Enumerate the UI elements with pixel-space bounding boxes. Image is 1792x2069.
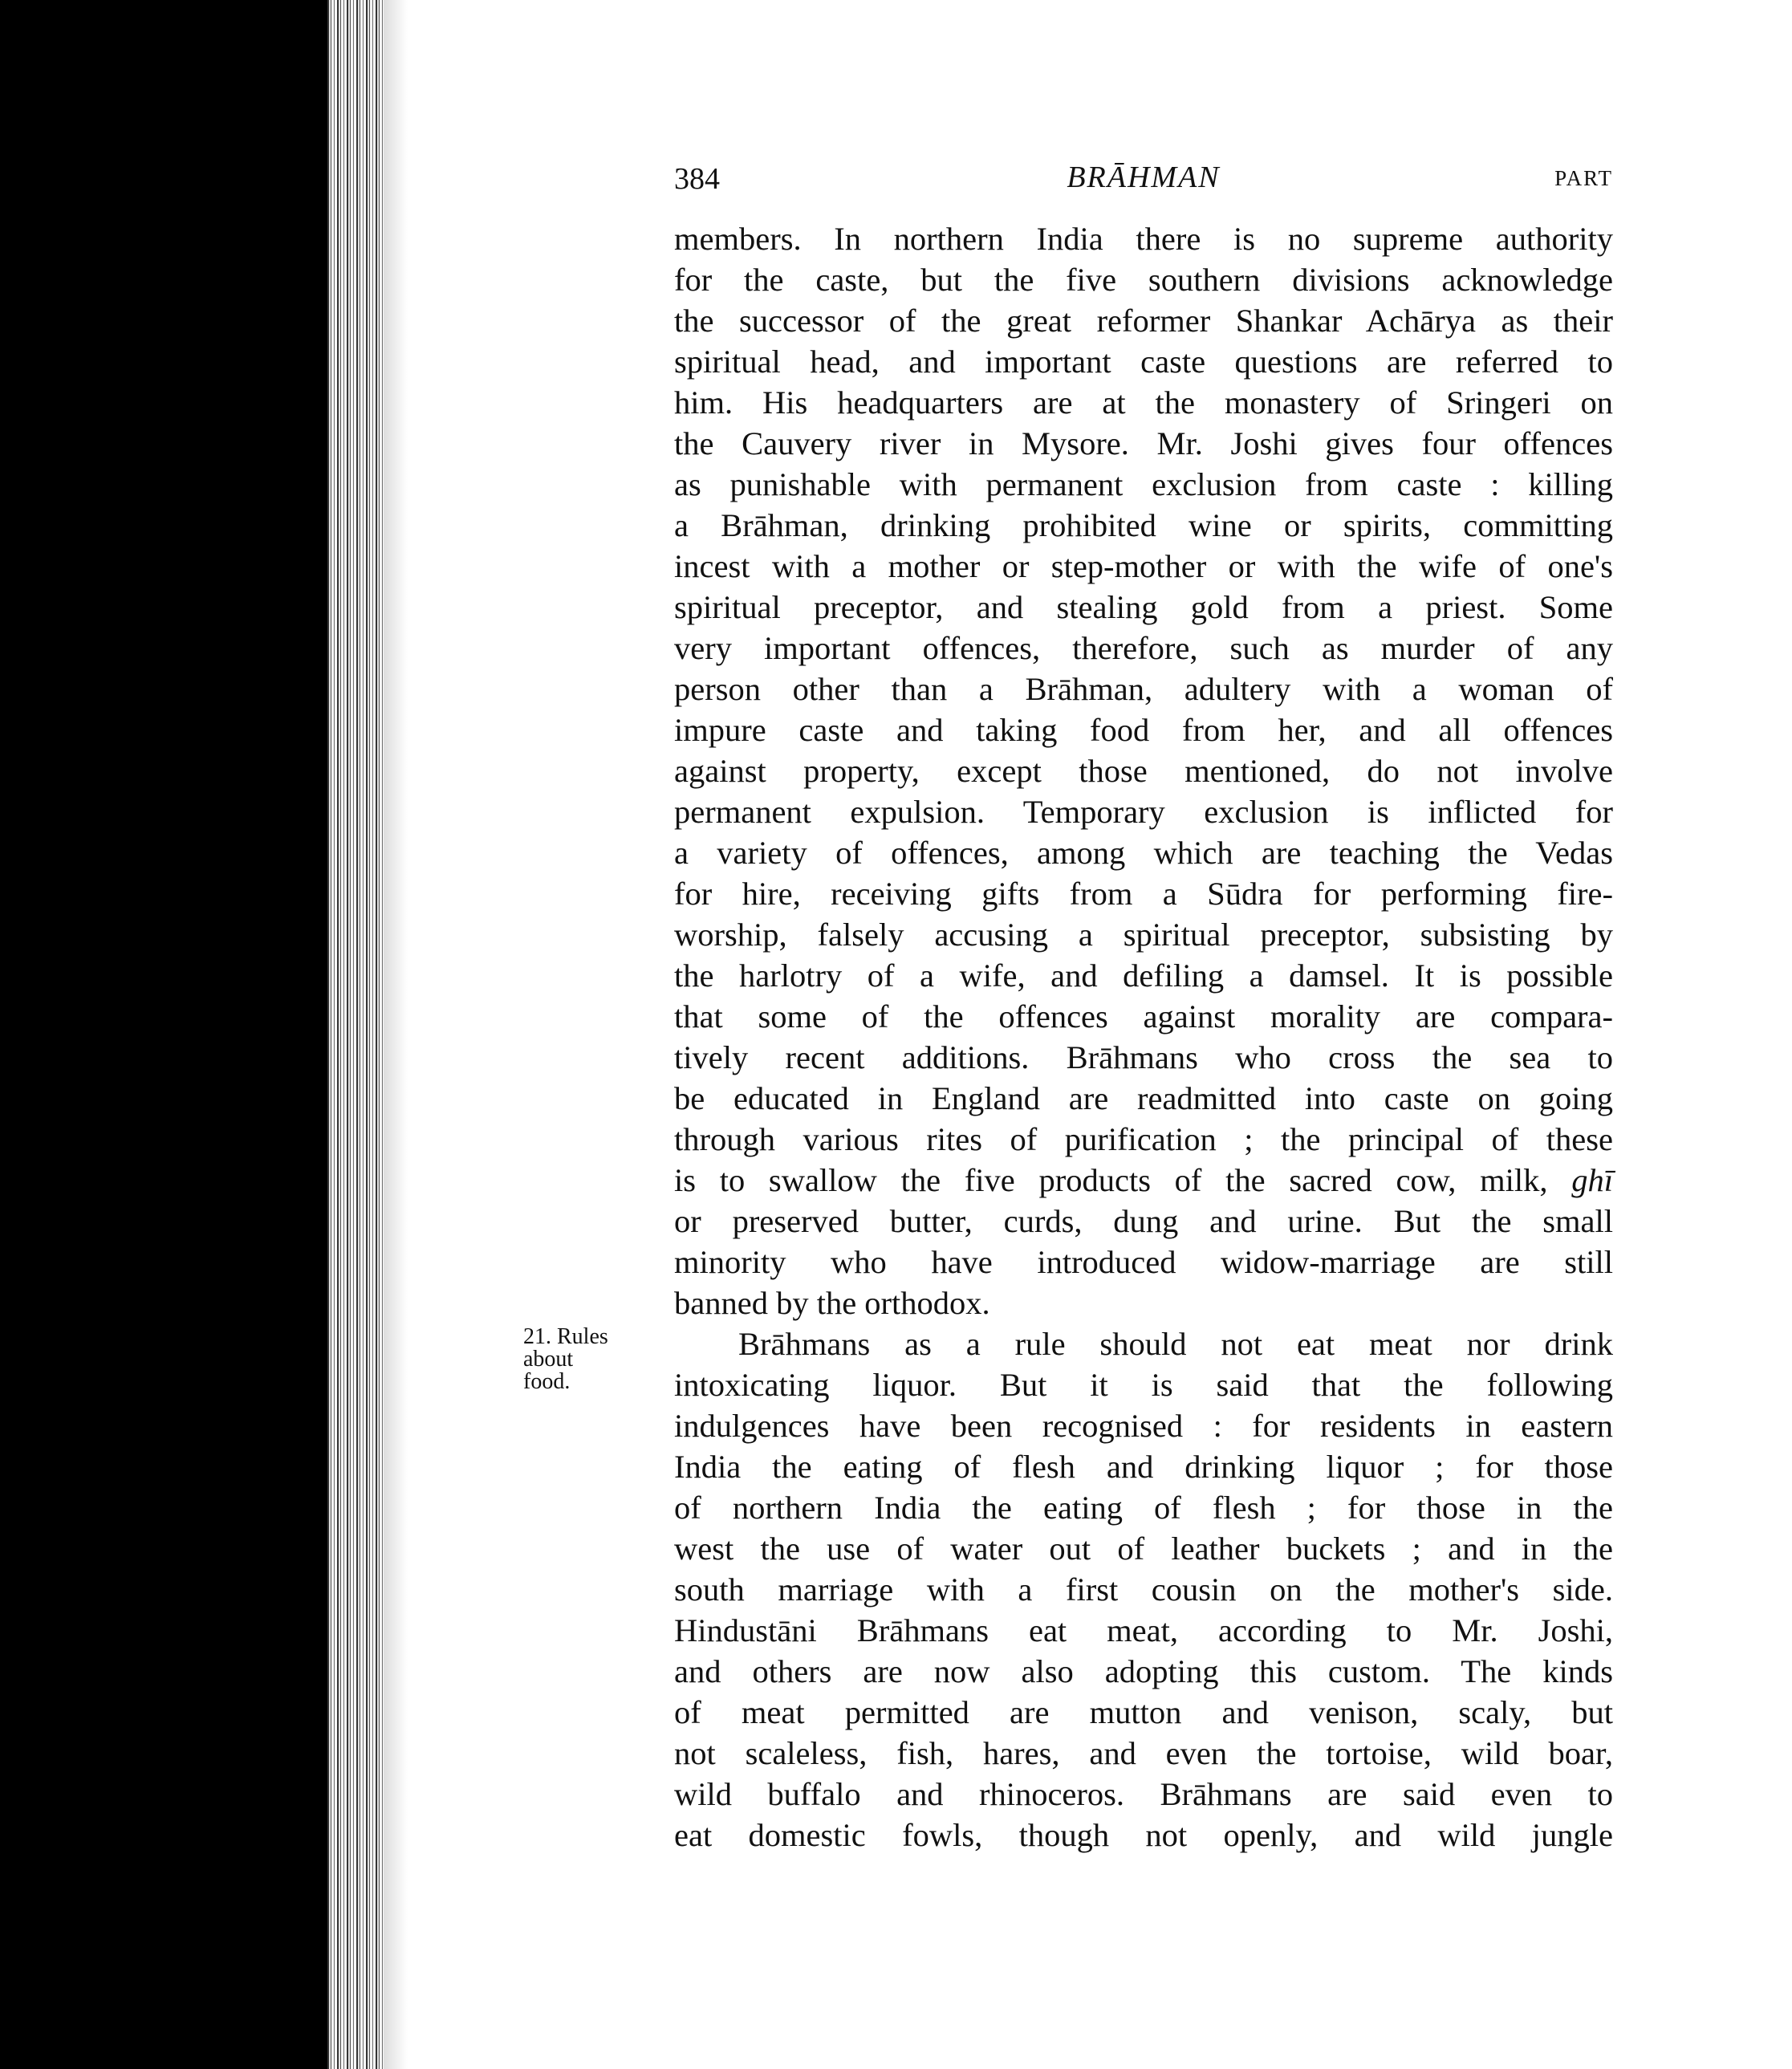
- margin-note-line: about: [523, 1347, 574, 1372]
- text-line: against property, except those mentioned, do not involve: [674, 753, 1613, 789]
- text-line: him. His headquarters are at the monastery of Sringeri on: [674, 384, 1613, 421]
- text-line: minority who have introduced widow-marriage are still: [674, 1244, 1613, 1280]
- paragraph-1: [674, 218, 1613, 1323]
- text-line: and others are now also adopting this custom. The kinds: [674, 1653, 1613, 1689]
- text-line: banned by the orthodox.: [674, 1285, 990, 1321]
- page-number: 384: [674, 162, 720, 196]
- text-line: the Cauvery river in Mysore. Mr. Joshi gives four offences: [674, 425, 1613, 461]
- text-line: wild buffalo and rhinoceros. Brāhmans are said even to: [674, 1776, 1613, 1812]
- text-line: spiritual preceptor, and stealing gold from a priest. Some: [674, 589, 1613, 625]
- part-label: PART: [1554, 166, 1613, 190]
- text-line: very important offences, therefore, such as murder of any: [674, 630, 1613, 666]
- running-title: BRĀHMAN: [1067, 161, 1221, 194]
- text-line: that some of the offences against morality are compara-: [674, 998, 1613, 1034]
- book-page-edges: [327, 0, 384, 2069]
- running-header: [674, 156, 1613, 205]
- book-gutter-shadow: [0, 0, 327, 2069]
- margin-note: [523, 1326, 652, 1393]
- text-line: a variety of offences, among which are teaching the Vedas: [674, 835, 1613, 871]
- text-line: worship, falsely accusing a spiritual preceptor, subsisting by: [674, 917, 1613, 953]
- text-line: for hire, receiving gifts from a Sūdra for performing fire-: [674, 876, 1613, 912]
- text-line: permanent expulsion. Temporary exclusion is inflicted for: [674, 794, 1613, 830]
- text-line: of meat permitted are mutton and venison, scaly, but: [674, 1694, 1613, 1730]
- text-line-with-italic: [674, 1160, 1613, 1201]
- text-line: the harlotry of a wife, and defiling a damsel. It is possible: [674, 957, 1613, 994]
- text-line: through various rites of purification ; the principal of these: [674, 1121, 1613, 1157]
- text-line: indulgences have been recognised : for residents in eastern: [674, 1408, 1613, 1444]
- text-line: be educated in England are readmitted into caste on going: [674, 1080, 1613, 1116]
- text-line: impure caste and taking food from her, and all offences: [674, 712, 1613, 748]
- text-line: India the eating of flesh and drinking liquor ; for those: [674, 1449, 1613, 1485]
- text-line: person other than a Brāhman, adultery with a woman of: [674, 671, 1613, 707]
- text-line: or preserved butter, curds, dung and urine. But the small: [674, 1203, 1613, 1239]
- text-line: of northern India the eating of flesh ; for those in the: [674, 1490, 1613, 1526]
- margin-note-line: food.: [523, 1369, 571, 1394]
- text-line: eat domestic fowls, though not openly, and wild jungle: [674, 1817, 1613, 1853]
- text-line: Hindustāni Brāhmans eat meat, according to Mr. Joshi,: [674, 1612, 1613, 1648]
- text-segment: is to swallow the five products of the sacred cow, milk,: [674, 1162, 1548, 1198]
- text-line: a Brāhman, drinking prohibited wine or spirits, committing: [674, 507, 1613, 543]
- text-line: incest with a mother or step-mother or with the wife of one's: [674, 548, 1613, 584]
- gutter-fade: [384, 0, 408, 2069]
- text-line: not scaleless, fish, hares, and even the tortoise, wild boar,: [674, 1735, 1613, 1771]
- text-line: for the caste, but the five southern divisions acknowledge: [674, 262, 1613, 298]
- text-line: the successor of the great reformer Shankar Achārya as their: [674, 303, 1613, 339]
- italic-word: ghī: [1571, 1162, 1613, 1198]
- margin-note-line: 21. Rules: [523, 1324, 608, 1349]
- text-line: spiritual head, and important caste questions are referred to: [674, 343, 1613, 380]
- text-line: south marriage with a first cousin on the mother's side.: [674, 1571, 1613, 1608]
- text-line: west the use of water out of leather buckets ; and in the: [674, 1530, 1613, 1567]
- body-text: [674, 218, 1613, 1856]
- text-line: Brāhmans as a rule should not eat meat nor drink: [738, 1326, 1613, 1362]
- text-line: as punishable with permanent exclusion from caste : killing: [674, 466, 1613, 502]
- text-line: members. In northern India there is no supreme authority: [674, 221, 1613, 257]
- paragraph-2: [674, 1323, 1613, 1856]
- text-line: tively recent additions. Brāhmans who cross the sea to: [674, 1039, 1613, 1075]
- text-line: intoxicating liquor. But it is said that the following: [674, 1367, 1613, 1403]
